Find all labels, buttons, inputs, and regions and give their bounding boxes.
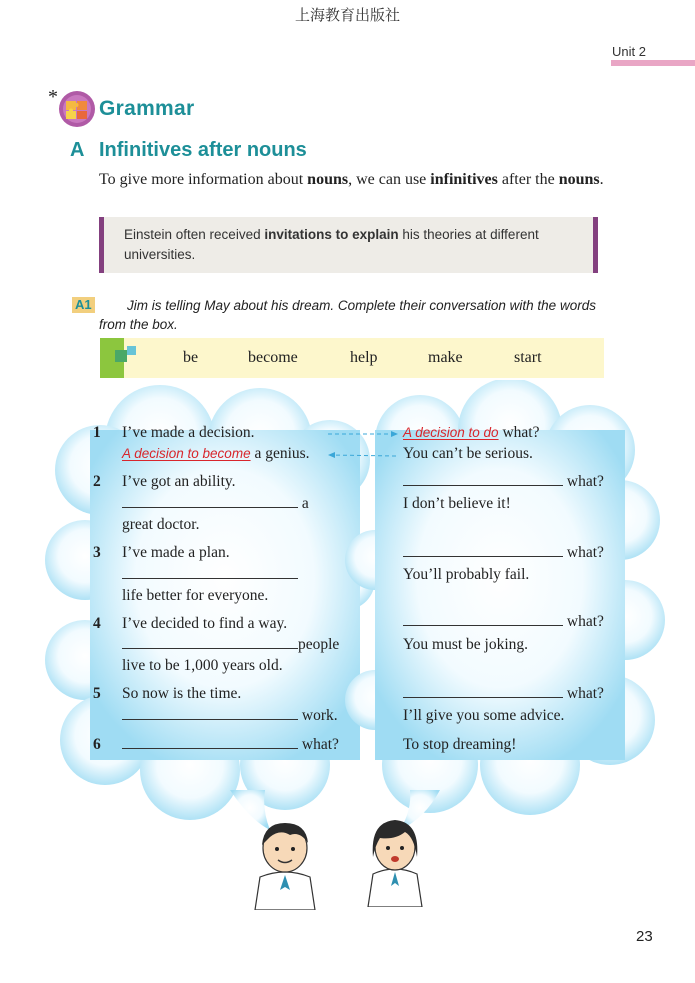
answer-blank[interactable] [403, 613, 563, 626]
left-line: So now is the time. [122, 685, 242, 702]
intro-paragraph: To give more information about nouns, we can use infinitives after the nouns. [99, 171, 604, 188]
left-line: I’ve made a plan. [122, 544, 230, 561]
unit-label: Unit 2 [612, 44, 646, 59]
right-blank-line: what? [403, 685, 604, 703]
answer-text: A decision to become [122, 446, 251, 461]
answer-blank[interactable] [403, 685, 563, 698]
right-reply: You must be joking. [403, 636, 529, 653]
right-reply: You can’t be serious. [403, 445, 533, 462]
jim-character [240, 815, 330, 910]
left-line: live to be 1,000 years old. [122, 657, 283, 674]
left-line: I’ve decided to find a way. [122, 615, 288, 632]
subsection-letter: A [70, 139, 85, 161]
right-blank-line: what? [403, 613, 604, 631]
answer-blank[interactable] [122, 495, 298, 508]
left-blank-line: what? [122, 736, 339, 754]
may-character [360, 812, 430, 907]
word-become: become [248, 349, 298, 366]
grammar-puzzle-icon [58, 90, 96, 128]
answer-blank[interactable] [403, 473, 563, 486]
right-reply: I don’t believe it! [403, 495, 511, 512]
left-blank-line: people [122, 636, 339, 654]
right-blank-line: what? [403, 473, 604, 491]
exercise-instruction: Jim is telling May about his dream. Complete their conversation with the words from the box. [99, 298, 596, 332]
word-be: be [183, 349, 199, 366]
item-number: 5 [93, 685, 101, 702]
item-number: 3 [93, 544, 101, 561]
word-start: start [514, 349, 542, 366]
word-help: help [350, 349, 378, 366]
subsection-heading: Infinitives after nouns [99, 139, 307, 161]
asterisk-mark: * [48, 86, 58, 108]
answer-blank[interactable] [122, 707, 298, 720]
right-answer-line: A decision to do what? [403, 424, 540, 441]
left-answer-line: A decision to become a genius. [122, 445, 310, 462]
item-number: 2 [93, 473, 101, 490]
page-number: 23 [636, 928, 653, 945]
example-sentence: Einstein often received invitations to explain his theories at different universities. [124, 227, 539, 262]
right-reply: You’ll probably fail. [403, 566, 530, 583]
publisher-header: 上海教育出版社 [294, 6, 400, 24]
left-blank-line [122, 566, 298, 584]
item-number: 1 [93, 424, 101, 441]
left-line: I’ve got an ability. [122, 473, 236, 490]
answer-text: A decision to do [403, 425, 499, 440]
word-make: make [428, 349, 463, 366]
word-box-icon [100, 338, 140, 378]
right-blank-line: what? [403, 544, 604, 562]
answer-blank[interactable] [122, 636, 298, 649]
left-line: great doctor. [122, 516, 200, 533]
right-reply: To stop dreaming! [403, 736, 517, 753]
item-number: 4 [93, 615, 101, 632]
unit-bar [611, 60, 695, 66]
answer-blank[interactable] [403, 544, 563, 557]
left-line: life better for everyone. [122, 587, 269, 604]
left-blank-line: a [122, 495, 309, 513]
exercise-badge: A1 [72, 297, 95, 313]
answer-blank[interactable] [122, 566, 298, 579]
left-line: I’ve made a decision. [122, 424, 255, 441]
section-title: Grammar [99, 97, 195, 120]
right-reply: I’ll give you some advice. [403, 707, 565, 724]
left-blank-line: work. [122, 707, 338, 725]
answer-blank[interactable] [122, 736, 298, 749]
item-number: 6 [93, 736, 101, 753]
